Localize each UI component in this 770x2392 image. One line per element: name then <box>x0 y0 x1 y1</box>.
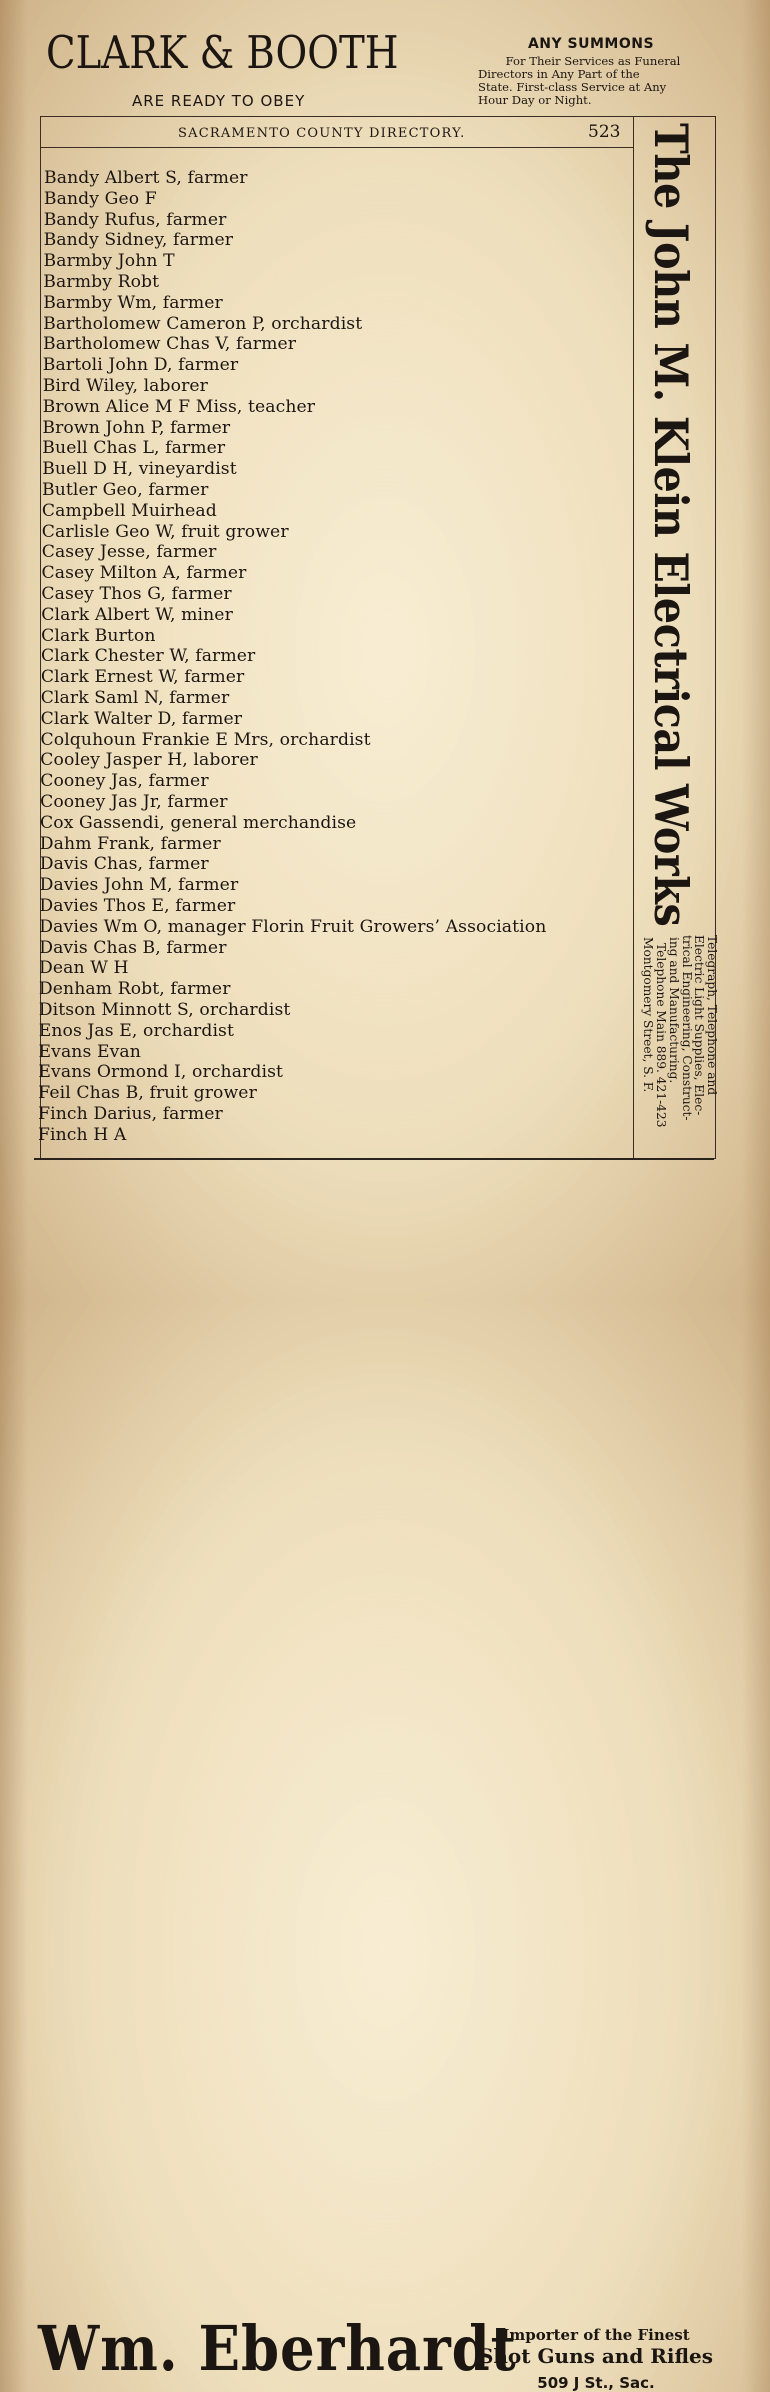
directory-entry: Colquhoun Frankie E Mrs, orchardist <box>40 729 371 750</box>
directory-entry: Davies Wm O, manager Florin Fruit Growers’ Association <box>39 916 547 937</box>
directory-entry: Finch Darius, farmer <box>38 1104 223 1124</box>
directory-entry: Buell D H, vineyardist <box>42 459 237 480</box>
directory-entry: Davis Chas, farmer <box>39 854 209 875</box>
eberhardt-address: 509 J St., Sac. <box>537 2374 655 2392</box>
directory-entry: Finch H A <box>38 1124 127 1145</box>
directory-entry: Brown Alice M F Miss, teacher <box>42 396 316 417</box>
directory-entry: Dean W H <box>39 958 129 979</box>
directory-entry: Butler Geo, farmer <box>42 480 209 500</box>
directory-entry: Ditson Minnott S, orchardist <box>38 1000 291 1020</box>
directory-entry: Bandy Albert S, farmer <box>44 168 248 188</box>
klein-line: Electric Light Supplies, Elec- <box>692 935 707 1116</box>
directory-entry: Davis Chas B, farmer <box>39 937 227 958</box>
summons-line: For Their Services as Funeral <box>505 54 681 68</box>
directory-entry: Campbell Muirhead <box>41 500 217 521</box>
eberhardt-name: Wm. Eberhardt <box>38 2312 517 2385</box>
directory-entry: Enos Jas E, orchardist <box>38 1020 234 1041</box>
directory-entry: Clark Chester W, farmer <box>41 646 256 667</box>
summons-text <box>478 55 708 107</box>
directory-entry: Clark Ernest W, farmer <box>40 667 245 688</box>
summons-line: State. First-class Service at Any <box>478 80 667 94</box>
directory-entry: Cooney Jas, farmer <box>40 771 209 792</box>
directory-entry: Davies Thos E, farmer <box>39 896 236 916</box>
directory-entry: Bandy Rufus, farmer <box>43 209 227 230</box>
directory-entry: Bartholomew Chas V, farmer <box>43 334 297 355</box>
directory-entry: Brown John P, farmer <box>42 417 231 438</box>
directory-entry: Dahm Frank, farmer <box>39 833 221 854</box>
directory-entry: Bartholomew Cameron P, orchardist <box>43 313 363 334</box>
directory-entry: Carlisle Geo W, fruit grower <box>41 521 289 542</box>
page-number: 523 <box>588 122 621 142</box>
summons-heading: ANY SUMMONS <box>527 36 655 52</box>
directory-entry: Casey Thos G, farmer <box>41 584 232 604</box>
directory-entry: Barmby Wm, farmer <box>43 292 223 313</box>
directory-entry: Casey Jesse, farmer <box>41 542 217 563</box>
directory-entry: Davies John M, farmer <box>39 875 239 896</box>
directory-entry: Clark Saml N, farmer <box>40 688 230 708</box>
summons-line: Directors in Any Part of the <box>478 67 640 81</box>
directory-entry: Casey Milton A, farmer <box>41 563 247 584</box>
directory-entry: Buell Chas L, farmer <box>42 438 226 459</box>
directory-entry: Bandy Geo F <box>43 188 157 209</box>
klein-line: Telegraph, Telephone and <box>705 935 719 1096</box>
running-head-title: SACRAMENTO COUNTY DIRECTORY. <box>178 126 466 141</box>
summons-line: Hour Day or Night. <box>478 93 592 107</box>
directory-entry: Barmby Robt <box>43 272 160 292</box>
klein-electrical-title <box>644 123 698 1016</box>
klein-line: Telephone Main 889. 421-423 <box>654 943 669 1128</box>
directory-entry: Clark Burton <box>41 625 156 646</box>
klein-electrical-title-text: The John M. Klein Electrical Works <box>644 123 698 927</box>
directory-entry: Bird Wiley, laborer <box>42 376 208 396</box>
header-rule <box>40 147 633 148</box>
klein-line: ing and Manufacturing. <box>666 937 681 1084</box>
directory-entry: Evans Ormond I, orchardist <box>38 1062 284 1083</box>
directory-entry: Feil Chas B, fruit grower <box>38 1083 257 1104</box>
directory-entry: Barmby John T <box>43 251 175 272</box>
top-advertisement <box>0 0 770 115</box>
directory-entry: Bartoli John D, farmer <box>42 355 239 376</box>
clark-booth-title: CLARK & BOOTH <box>46 26 399 79</box>
klein-line: trical Engineering, Construct- <box>679 935 694 1121</box>
directory-entry: Clark Walter D, farmer <box>40 708 243 729</box>
eberhardt-products: Shot Guns and Rifles <box>478 2344 714 2368</box>
directory-entry: Bandy Sidney, farmer <box>43 230 234 251</box>
klein-electrical-text <box>642 935 718 1139</box>
directory-entry: Evans Evan <box>38 1041 141 1062</box>
clark-booth-subtitle: ARE READY TO OBEY <box>132 92 306 110</box>
bottom-advertisement <box>0 1158 770 2392</box>
directory-entry: Cooney Jas Jr, farmer <box>40 792 228 812</box>
directory-entry: Clark Albert W, miner <box>41 604 233 625</box>
directory-entry: Cox Gassendi, general merchandise <box>40 812 357 833</box>
directory-entry: Denham Robt, farmer <box>38 979 231 1000</box>
klein-line: Montgomery Street, S. F. <box>641 937 656 1093</box>
directory-entry: Cooley Jasper H, laborer <box>40 750 258 771</box>
eberhardt-tagline: Importer of the Finest <box>502 2326 690 2344</box>
